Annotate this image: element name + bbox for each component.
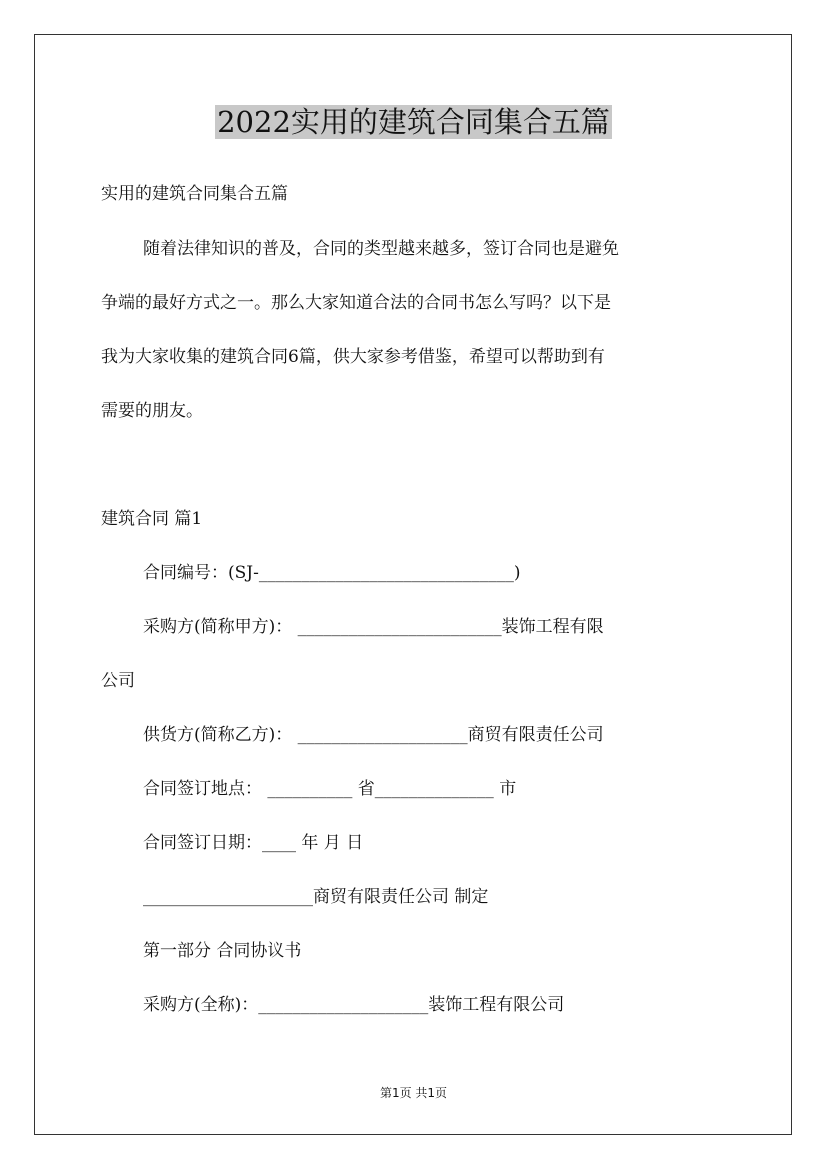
buyer-line-cont: 公司 xyxy=(101,671,135,691)
intro-line-3: 我为大家收集的建筑合同6篇，供大家参考借鉴，希望可以帮助到有 xyxy=(101,347,605,367)
signing-place: 合同签订地点： __________ 省______________ 市 xyxy=(143,779,517,799)
intro-line-2: 争端的最好方式之一。那么大家知道合法的合同书怎么写吗？以下是 xyxy=(101,293,611,313)
intro-line-1: 随着法律知识的普及，合同的类型越来越多，签订合同也是避免 xyxy=(143,239,619,259)
maker-line: ____________________商贸有限责任公司 制定 xyxy=(143,887,489,907)
contract-number: 合同编号：(SJ-______________________________) xyxy=(143,563,521,583)
signing-date: 合同签订日期：____ 年 月 日 xyxy=(143,833,364,853)
document-title: 2022实用的建筑合同集合五篇 xyxy=(217,105,610,139)
part-one-heading: 第一部分 合同协议书 xyxy=(143,941,302,961)
buyer-line: 采购方(简称甲方)： ________________________装饰工程有限 xyxy=(143,617,604,637)
subtitle: 实用的建筑合同集合五篇 xyxy=(101,184,288,204)
intro-line-4: 需要的朋友。 xyxy=(101,401,203,421)
section-heading: 建筑合同 篇1 xyxy=(101,509,203,529)
buyer-full-name: 采购方(全称)：____________________装饰工程有限公司 xyxy=(143,995,565,1015)
page-footer: 第1页 共1页 xyxy=(379,1086,448,1100)
supplier-line: 供货方(简称乙方)： ____________________商贸有限责任公司 xyxy=(143,725,604,745)
